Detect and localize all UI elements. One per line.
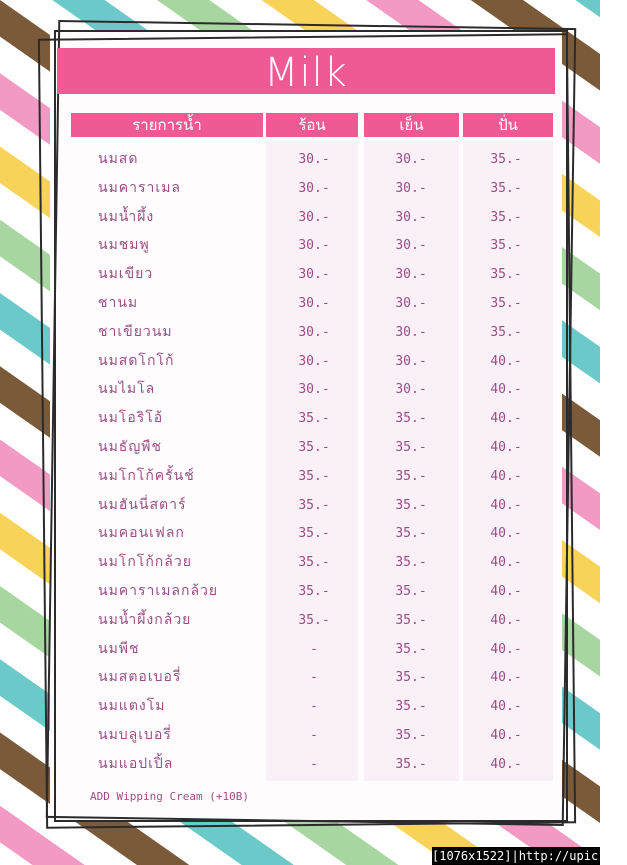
menu-row [0, 347, 600, 376]
price-frappe: 40.- [490, 756, 522, 772]
menu-row [0, 433, 600, 462]
price-iced: 35.- [395, 612, 427, 628]
item-name: นมบลูเบอรี่ [98, 727, 172, 743]
price-frappe: 40.- [490, 670, 522, 686]
price-frappe: 35.- [490, 209, 522, 225]
menu-row [0, 577, 600, 606]
item-name: นมสด [98, 151, 139, 167]
price-iced: 30.- [395, 238, 427, 254]
price-hot: 30.- [298, 180, 330, 196]
price-frappe: 40.- [490, 526, 522, 542]
price-iced: 30.- [395, 267, 427, 283]
price-iced: 35.- [395, 728, 427, 743]
menu-row [0, 203, 600, 232]
price-hot: 35.- [298, 584, 330, 599]
price-frappe: 35.- [490, 152, 522, 167]
price-hot: - [310, 699, 318, 715]
price-iced: 35.- [395, 440, 427, 455]
price-hot: 35.- [298, 497, 330, 513]
price-iced: 30.- [395, 296, 427, 311]
price-hot: 30.- [298, 296, 330, 311]
price-iced: 35.- [395, 670, 427, 686]
price-hot: 30.- [298, 267, 330, 283]
price-hot: 35.- [298, 440, 330, 455]
menu-row [0, 548, 600, 577]
price-frappe: 35.- [490, 267, 522, 283]
price-iced: 35.- [395, 756, 427, 772]
price-hot: - [310, 756, 318, 772]
price-frappe: 40.- [490, 468, 522, 484]
menu-row [0, 635, 600, 664]
price-frappe: 40.- [490, 699, 522, 715]
menu-row [0, 404, 600, 433]
menu-row [0, 606, 600, 635]
item-name: นมโกโก้กล้วย [98, 554, 192, 571]
item-name: นมคาราเมลกล้วย [98, 583, 219, 599]
price-iced: 35.- [395, 526, 427, 542]
price-iced: 30.- [395, 209, 427, 225]
price-hot: 30.- [298, 152, 330, 167]
menu-row [0, 145, 600, 174]
price-hot: 35.- [298, 612, 330, 628]
menu-row [0, 491, 600, 520]
item-name: นมชมพู [98, 237, 150, 254]
price-hot: 30.- [298, 324, 330, 340]
menu-row [0, 721, 600, 750]
item-name: นมสดโกโก้ [98, 352, 175, 369]
header-frappe: ปั่น [463, 113, 553, 137]
item-name: นมโกโก้ครั้นช์ [98, 467, 195, 484]
menu-title: Milk [57, 48, 555, 94]
price-hot: 30.- [298, 238, 330, 254]
price-iced: 35.- [395, 699, 427, 715]
menu-row [0, 663, 600, 692]
item-name: นมธัญพืช [98, 439, 163, 455]
header-hot: ร้อน [266, 113, 358, 137]
price-frappe: 35.- [490, 180, 522, 196]
item-name: นมโอริโอ้ [98, 410, 164, 427]
menu-row [0, 260, 600, 289]
menu-row [0, 174, 600, 203]
price-iced: 35.- [395, 555, 427, 571]
price-iced: 35.- [395, 497, 427, 513]
price-iced: 35.- [395, 641, 427, 657]
item-name: นมฮันนี่สตาร์ [98, 496, 187, 513]
menu-row [0, 375, 600, 404]
price-frappe: 35.- [490, 238, 522, 254]
price-iced: 30.- [395, 353, 427, 369]
item-name: ชานม [98, 295, 139, 311]
price-iced: 35.- [395, 411, 427, 427]
price-frappe: 40.- [490, 728, 522, 743]
price-frappe: 35.- [490, 324, 522, 340]
item-name: นมน้ำผึ้งกล้วย [98, 611, 192, 628]
price-iced: 30.- [395, 324, 427, 340]
price-frappe: 40.- [490, 497, 522, 513]
menu-row [0, 289, 600, 318]
price-hot: - [310, 670, 318, 686]
price-frappe: 40.- [490, 382, 522, 398]
menu-row [0, 318, 600, 347]
item-name: นมพีช [98, 640, 140, 657]
price-hot: 35.- [298, 555, 330, 571]
price-hot: 35.- [298, 526, 330, 542]
item-name: นมสตอเบอรี่ [98, 669, 182, 686]
menu-row [0, 750, 600, 779]
price-iced: 30.- [395, 382, 427, 398]
header-item: รายการน้ำ [71, 113, 263, 137]
price-frappe: 40.- [490, 641, 522, 657]
item-name: นมเขียว [98, 266, 154, 283]
price-hot: 30.- [298, 209, 330, 225]
menu-row [0, 692, 600, 721]
item-name: นมแตงโม [98, 698, 166, 715]
item-name: นมไมโล [98, 381, 156, 398]
price-iced: 30.- [395, 152, 427, 167]
item-name: นมแอปเปิ้ล [98, 755, 174, 772]
price-frappe: 40.- [490, 353, 522, 369]
price-iced: 35.- [395, 468, 427, 484]
footnote: ADD Wipping Cream (+10B) [90, 790, 249, 803]
price-hot: 35.- [298, 468, 330, 484]
header-iced: เย็น [364, 113, 459, 137]
price-frappe: 35.- [490, 296, 522, 311]
price-frappe: 40.- [490, 612, 522, 628]
menu-row [0, 519, 600, 548]
price-frappe: 40.- [490, 584, 522, 599]
menu-row [0, 231, 600, 260]
price-frappe: 40.- [490, 555, 522, 571]
price-hot: 35.- [298, 411, 330, 427]
price-iced: 30.- [395, 180, 427, 196]
item-name: นมคอนเฟลก [98, 525, 185, 542]
price-iced: 35.- [395, 584, 427, 599]
price-hot: - [310, 728, 318, 743]
item-name: ชาเขียวนม [98, 323, 173, 340]
watermark: [1076x1522]|http://upic.me/ [432, 849, 627, 863]
price-hot: 30.- [298, 382, 330, 398]
item-name: นมน้ำผึ้ง [98, 208, 155, 225]
menu-row [0, 462, 600, 491]
price-hot: - [310, 641, 318, 657]
price-frappe: 40.- [490, 440, 522, 455]
item-name: นมคาราเมล [98, 179, 181, 196]
price-hot: 30.- [298, 353, 330, 369]
price-frappe: 40.- [490, 411, 522, 427]
